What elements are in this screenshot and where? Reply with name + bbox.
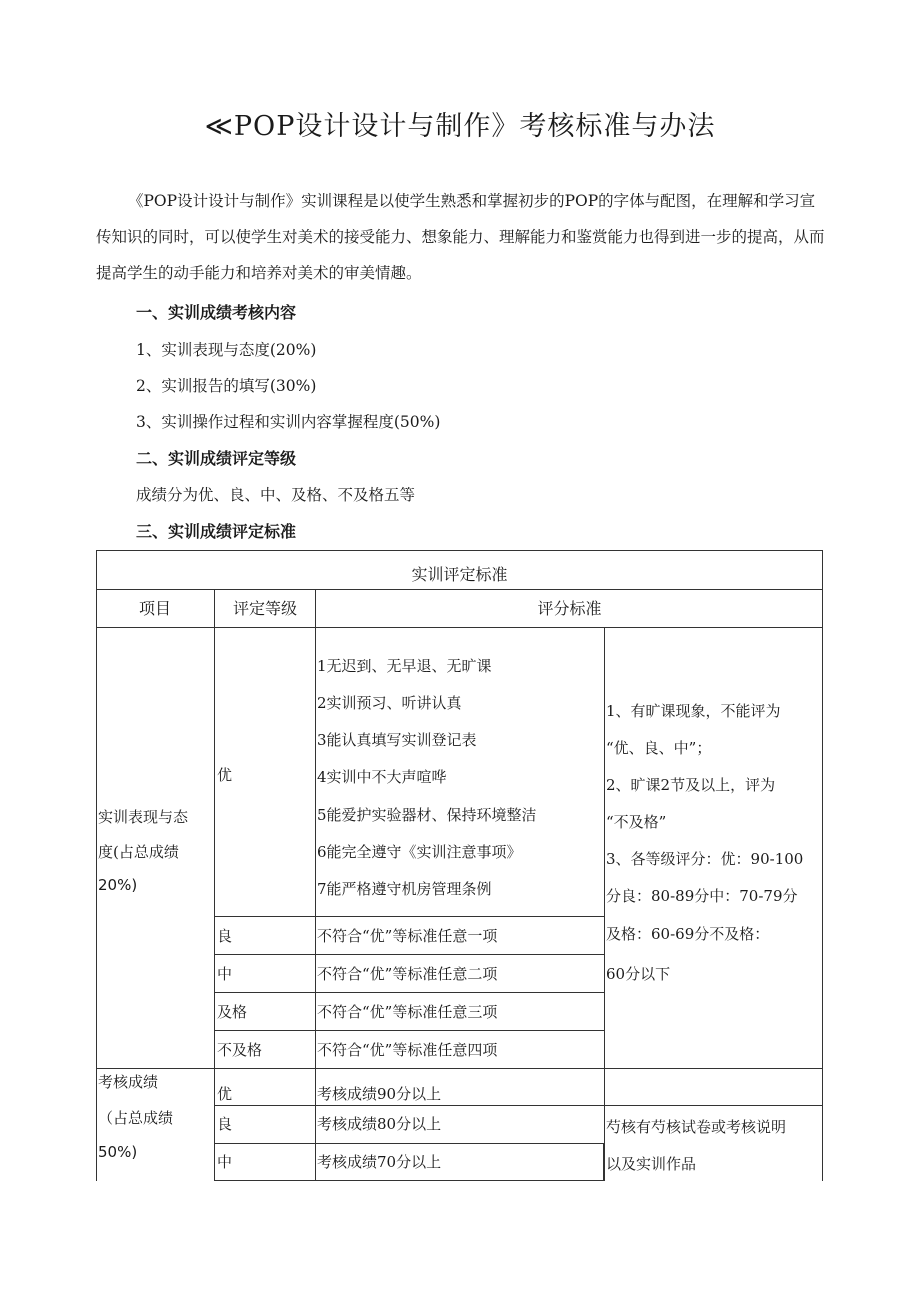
item2-criteria-good: 考核成绩80分以上	[317, 1115, 442, 1133]
intro-paragraph: 《POP设计设计与制作》实训课程是以使学生熟悉和掌握初步的POP的字体与配图，在理解和学习宣传知识的同时，可以使学生对美术的接受能力、想象能力、理解能力和鉴赏能力也得到进一步的提高，从而提高学生的动手能力和培养对美术的审美情趣。	[96, 192, 825, 282]
section1-heading: 一、实训成绩考核内容	[136, 303, 297, 322]
criterion-3: 3能认真填写实训登记表	[317, 731, 477, 749]
grade-excellent: 优	[217, 766, 233, 784]
table-caption: 实训评定标准	[411, 565, 508, 584]
grade-good-cell	[214, 916, 315, 954]
section2-text: 成绩分为优、良、中、及格、不及格五等	[136, 486, 416, 504]
grade-pass: 及格	[217, 1003, 248, 1021]
item2-note-cell	[604, 1105, 823, 1181]
criterion-4: 4实训中不大声喧哗	[317, 768, 447, 786]
item2-criteria-excellent-cell	[315, 1068, 604, 1105]
item1-note-line-3: 2、旷课2节及以上，评为	[606, 776, 776, 794]
excellent-criteria-cell	[315, 627, 604, 916]
item2-name-line-3: 50%)	[98, 1143, 138, 1161]
item2-grade-good: 良	[217, 1115, 233, 1133]
item2-criteria-excellent: 考核成绩90分以上	[317, 1085, 442, 1103]
item2-grade-good-cell	[214, 1105, 315, 1143]
grade-good: 良	[217, 927, 233, 945]
item1-note-line-5: 3、各等级评分：优：90-100	[606, 850, 804, 868]
item2-criteria-good-cell	[315, 1105, 604, 1143]
item2-criteria-medium-cell	[315, 1143, 604, 1181]
grade-fail-cell	[214, 1030, 315, 1068]
item1-note-line-6: 分良：80-89分中：70-79分	[606, 887, 798, 905]
item1-note-cell	[604, 627, 823, 1068]
good-criteria: 不符合“优”等标准任意一项	[317, 927, 498, 945]
header-criteria: 评分标准	[315, 589, 823, 627]
item1-note-line-2: “优、良、中”；	[606, 739, 712, 757]
grade-medium-cell	[214, 954, 315, 992]
section1-item-3: 3、实训操作过程和实训内容掌握程度(50%)	[136, 413, 441, 431]
item2-note-line-1: 芍核有芍核试卷或考核说明	[606, 1118, 787, 1136]
item2-grade-medium: 中	[217, 1153, 233, 1171]
fail-criteria-cell	[315, 1030, 604, 1068]
medium-criteria-cell	[315, 954, 604, 992]
item2-grade-excellent-cell	[214, 1068, 315, 1105]
criterion-6: 6能完全遵守《实训注意事项》	[317, 843, 522, 861]
grade-pass-cell	[214, 992, 315, 1030]
item2-name-line-1: 考核成绩	[98, 1073, 159, 1091]
item2-criteria-medium: 考核成绩70分以上	[317, 1153, 442, 1171]
item2-grade-excellent: 优	[217, 1085, 233, 1103]
medium-criteria: 不符合“优”等标准任意二项	[317, 965, 498, 983]
section2-heading: 二、实训成绩评定等级	[136, 449, 297, 468]
item1-name-line-1: 实训表现与态	[98, 808, 189, 826]
section3-heading: 三、实训成绩评定标准	[136, 522, 297, 541]
header-grade: 评定等级	[214, 589, 315, 627]
criterion-7: 7能严格遵守机房管理条例	[317, 880, 492, 898]
fail-criteria: 不符合“优”等标准任意四项	[317, 1041, 498, 1059]
item1-name-line-3: 20%)	[98, 876, 138, 894]
section1-item-2: 2、实训报告的填写(30%)	[136, 377, 317, 395]
item2-name-cell	[96, 1068, 214, 1181]
criteria-table	[96, 550, 823, 1190]
grade-excellent-cell	[214, 627, 315, 916]
item1-note-line-1: 1、有旷课现象，不能评为	[606, 702, 781, 720]
grade-fail: 不及格	[217, 1041, 263, 1059]
item1-name-line-2: 度(占总成绩	[98, 843, 179, 861]
criterion-5: 5能爱护实验器材、保持环境整洁	[317, 806, 537, 824]
item1-name-cell	[96, 627, 214, 1068]
item1-note-line-7: 及格：60-69分不及格：	[606, 925, 770, 943]
pass-criteria-cell	[315, 992, 604, 1030]
criterion-2: 2实训预习、听讲认真	[317, 694, 462, 712]
item2-note-top-cell	[604, 1068, 823, 1105]
item2-name-line-2: （占总成绩	[98, 1109, 174, 1127]
document-title: ≪POP设计设计与制作》考核标准与办法	[204, 111, 716, 142]
section1-item-1: 1、实训表现与态度(20%)	[136, 341, 317, 359]
header-item: 项目	[96, 589, 214, 627]
item2-grade-medium-cell	[214, 1143, 315, 1181]
item1-note-line-4: “不及格”	[606, 813, 667, 831]
grade-medium: 中	[217, 965, 233, 983]
criterion-1: 1无迟到、无早退、无旷课	[317, 657, 492, 675]
good-criteria-cell	[315, 916, 604, 954]
item2-note-line-2: 以及实训作品	[606, 1155, 697, 1173]
pass-criteria: 不符合“优”等标准任意三项	[317, 1003, 498, 1021]
item1-note-line-8: 60分以下	[606, 965, 671, 983]
